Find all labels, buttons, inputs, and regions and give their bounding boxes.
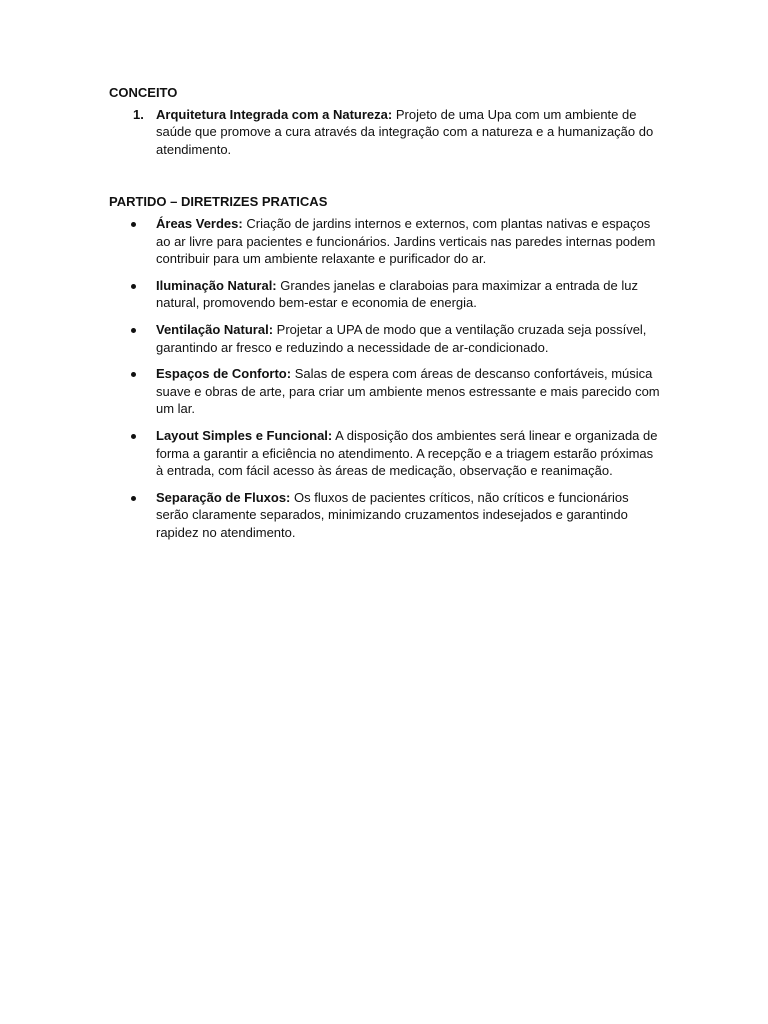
guideline-text: Projetar a UPA de modo que a ventilação cruzada seja possível, garantindo ar fresco e reduzindo a necessidade de ar-condicionado.: [156, 321, 647, 355]
guideline-separacao-de-fluxos: [109, 489, 661, 542]
guideline-term: Ventilação Natural:: [156, 321, 274, 337]
bullet-icon: [131, 284, 136, 289]
partido-heading: PARTIDO – DIRETRIZES PRATICAS: [109, 194, 328, 210]
guideline-espacos-de-conforto: [109, 365, 661, 418]
guideline-layout-simples: [109, 427, 661, 480]
guideline-term: Separação de Fluxos:: [156, 489, 291, 505]
bullet-icon: [131, 434, 136, 439]
guideline-iluminacao-natural: [109, 277, 661, 312]
bullet-icon: [131, 222, 136, 227]
guideline-term: Layout Simples e Funcional:: [156, 427, 333, 443]
guideline-areas-verdes: [109, 215, 661, 268]
guideline-text: Criação de jardins internos e externos, com plantas nativas e espaços ao ar livre para pacientes e funcionários. Jardins verticais nas paredes internas podem contribuir para um ambiente relaxante e purificador do ar.: [156, 215, 656, 267]
guideline-term: Iluminação Natural:: [156, 277, 277, 293]
guideline-term: Espaços de Conforto:: [156, 366, 292, 382]
guideline-text: Os fluxos de pacientes críticos, não críticos e funcionários serão claramente separados, minimizando cruzamentos indesejados e garantindo rapidez no atendimento.: [156, 489, 629, 540]
conceito-text: Projeto de uma Upa com um ambiente de saúde que promove a cura através da integração com a natureza e a humanização do atendimento.: [156, 106, 654, 157]
bullet-icon: [131, 328, 136, 333]
guideline-term: Áreas Verdes:: [156, 215, 243, 231]
list-number: 1.: [133, 106, 144, 122]
conceito-item: [109, 106, 661, 159]
partido-list: [109, 215, 661, 542]
conceito-term: Arquitetura Integrada com a Natureza:: [156, 106, 393, 122]
conceito-heading: CONCEITO: [109, 85, 178, 100]
guideline-text: Grandes janelas e claraboias para maximizar a entrada de luz natural, promovendo bem-estar e economia de energia.: [156, 277, 638, 311]
document-body: [109, 84, 661, 550]
conceito-list: [109, 106, 661, 159]
bullet-icon: [131, 372, 136, 377]
guideline-ventilacao-natural: [109, 321, 661, 356]
guideline-text: A disposição dos ambientes será linear e organizada de forma a garantir a eficiência no atendimento. A recepção e a triagem estarão próximas à entrada, com fácil acesso às áreas de medicação, observação e reanimação.: [156, 427, 658, 479]
bullet-icon: [131, 496, 136, 501]
guideline-text: Salas de espera com áreas de descanso confortáveis, música suave e obras de arte, para criar um ambiente menos estressante e mais parecido com um lar.: [156, 366, 660, 417]
